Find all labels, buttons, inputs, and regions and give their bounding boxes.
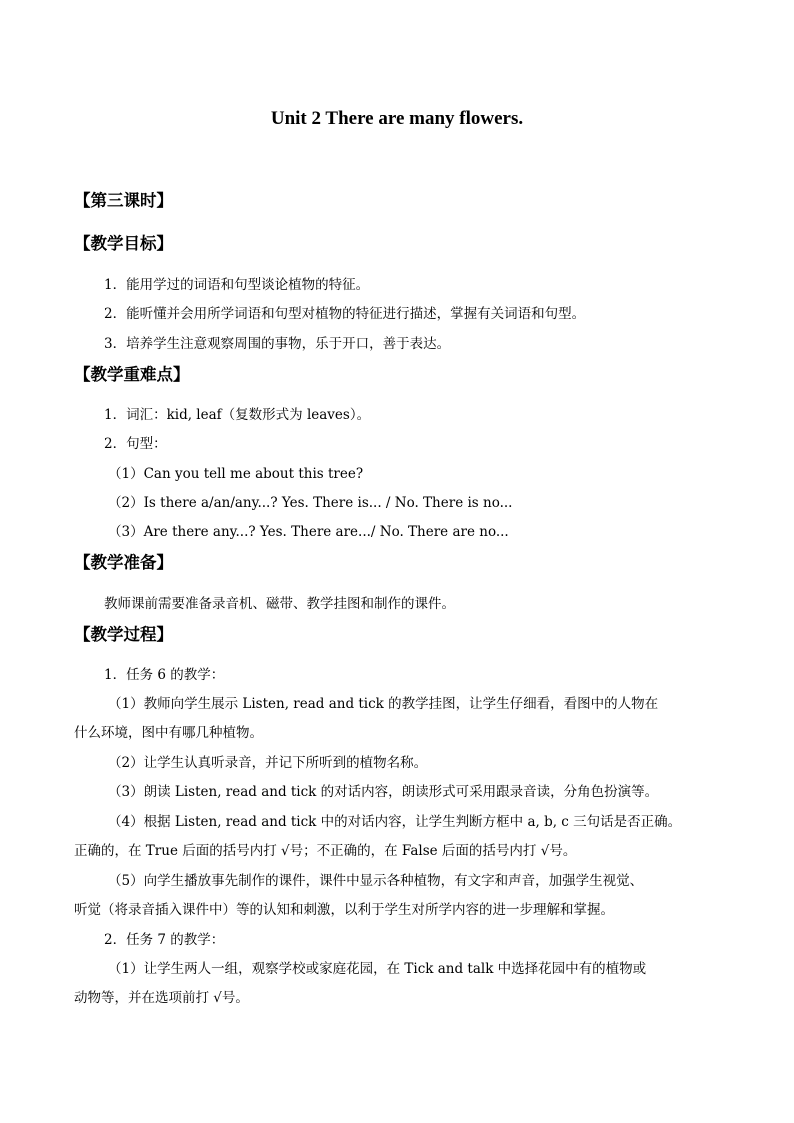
key-point-vocab: 1．词汇：kid, leaf（复数形式为 leaves）。 xyxy=(104,407,371,423)
task6-line-2: 什么环境，图中有哪几种植物。 xyxy=(74,725,263,741)
task6-line-7: （5）向学生播放事先制作的课件，课件中显示各种植物，有文字和声音，加强学生视觉、 xyxy=(108,873,644,889)
pattern-item-3: （3）Are there any...? Yes. There are.../ No. There are no... xyxy=(108,524,509,540)
task7-line-2: 动物等，并在选项前打 √号。 xyxy=(74,990,249,1006)
pattern-item-2: （2）Is there a/an/any...? Yes. There is... / No. There is no... xyxy=(108,495,513,511)
document-title: Unit 2 There are many flowers. xyxy=(270,108,524,129)
task6-line-4: （3）朗读 Listen, read and tick 的对话内容，朗读形式可采用跟录音读，分角色扮演等。 xyxy=(108,784,659,800)
pattern-item-1: （1）Can you tell me about this tree? xyxy=(108,466,364,482)
heading-key-points: 【教学重难点】 xyxy=(74,365,190,384)
preparation-text: 教师课前需要准备录音机、磁带、教学挂图和制作的课件。 xyxy=(104,596,455,612)
heading-objectives: 【教学目标】 xyxy=(74,234,173,253)
task6-line-8: 听觉（将录音插入课件中）等的认知和刺激，以利于学生对所学内容的进一步理解和掌握。 xyxy=(74,902,614,918)
heading-process: 【教学过程】 xyxy=(74,625,173,644)
task6-line-6: 正确的，在 True 后面的括号内打 √号；不正确的，在 False 后面的括号内打 √号。 xyxy=(74,843,577,859)
objective-item-1: 1．能用学过的词语和句型谈论植物的特征。 xyxy=(104,277,370,293)
objective-item-3: 3．培养学生注意观察周围的事物，乐于开口，善于表达。 xyxy=(104,336,451,352)
task6-line-3: （2）让学生认真听录音，并记下所听到的植物名称。 xyxy=(108,755,428,771)
task6-line-5: （4）根据 Listen, read and tick 中的对话内容，让学生判断方框中 a, b, c 三句话是否正确。 xyxy=(108,814,682,830)
task7-label: 2．任务 7 的教学： xyxy=(104,932,225,948)
task6-line-1: （1）教师向学生展示 Listen, read and tick 的教学挂图，让学生仔细看，看图中的人物在 xyxy=(108,696,659,712)
objective-item-2: 2．能听懂并会用所学词语和句型对植物的特征进行描述，掌握有关词语和句型。 xyxy=(104,306,586,322)
task6-label: 1．任务 6 的教学： xyxy=(104,667,225,683)
task7-line-1: （1）让学生两人一组，观察学校或家庭花园，在 Tick and talk 中选择花园中有的植物或 xyxy=(108,961,647,977)
key-point-patterns-label: 2．句型： xyxy=(104,436,167,452)
heading-lesson: 【第三课时】 xyxy=(74,191,173,210)
heading-preparation: 【教学准备】 xyxy=(74,553,173,572)
